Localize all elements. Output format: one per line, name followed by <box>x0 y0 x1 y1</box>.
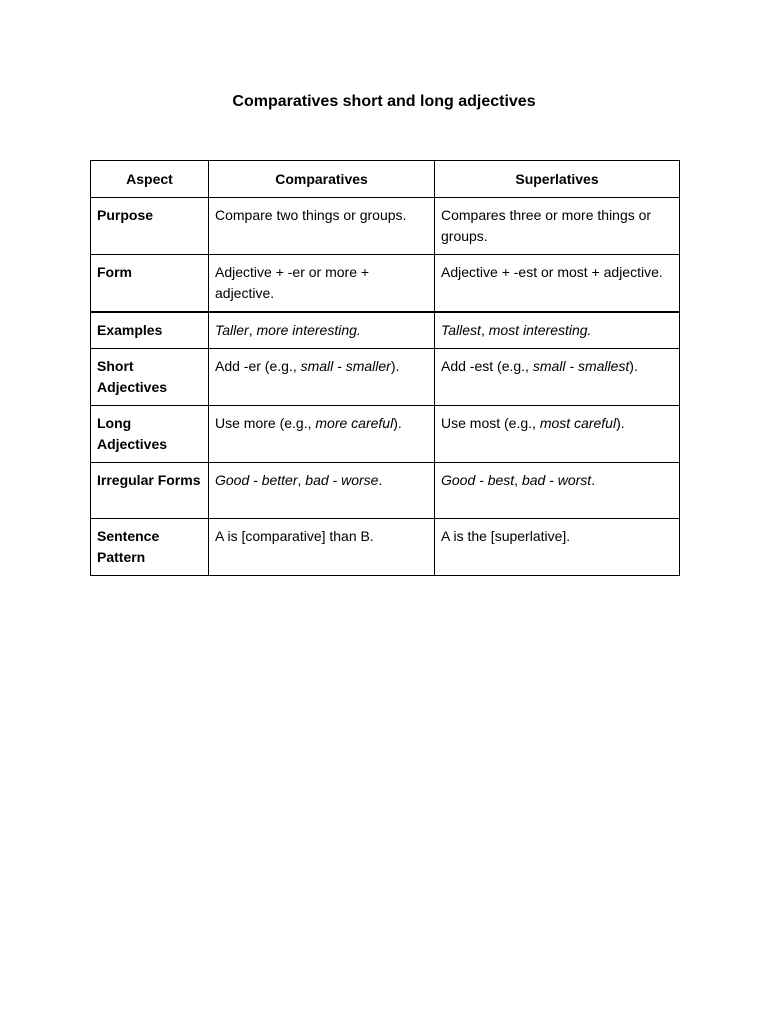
cell-text: more careful <box>315 415 394 431</box>
comparatives-cell <box>209 198 435 255</box>
header-comparatives: Comparatives <box>209 161 435 198</box>
table-row <box>91 406 680 463</box>
superlatives-cell <box>435 406 680 463</box>
aspect-cell: Long Adjectives <box>91 406 209 463</box>
table-header-row <box>91 161 680 198</box>
cell-text: bad - worse <box>305 472 379 488</box>
aspect-cell: Short Adjectives <box>91 349 209 406</box>
comparison-table <box>90 160 680 576</box>
cell-text: Use most (e.g., <box>441 415 540 431</box>
cell-text: small - smallest <box>532 358 630 374</box>
cell-text: Tallest <box>441 322 481 338</box>
aspect-cell: Form <box>91 255 209 313</box>
cell-text: Compares three or more things or groups. <box>441 207 652 244</box>
cell-text: Good - best <box>441 472 515 488</box>
comparatives-cell <box>209 312 435 349</box>
cell-text: Adjective + -er or more + adjective. <box>215 264 370 301</box>
table-row <box>91 463 680 519</box>
cell-text: , <box>248 322 257 338</box>
comparatives-cell <box>209 519 435 576</box>
cell-text: small - smaller <box>300 358 391 374</box>
table-row <box>91 312 680 349</box>
superlatives-cell <box>435 463 680 519</box>
aspect-cell: Purpose <box>91 198 209 255</box>
cell-text: Good - better <box>215 472 298 488</box>
table-body <box>91 198 680 576</box>
cell-text: . <box>378 472 383 488</box>
cell-text: ). <box>390 358 400 374</box>
header-aspect: Aspect <box>91 161 209 198</box>
table-row <box>91 349 680 406</box>
comparatives-cell <box>209 406 435 463</box>
cell-text: Use more (e.g., <box>215 415 316 431</box>
comparatives-cell <box>209 463 435 519</box>
cell-text: Adjective + -est or most + adjective. <box>441 264 663 280</box>
cell-text: A is [comparative] than B. <box>215 528 374 544</box>
cell-text: , <box>480 322 489 338</box>
cell-text: ). <box>616 415 625 431</box>
cell-text: Add -est (e.g., <box>441 358 533 374</box>
superlatives-cell <box>435 198 680 255</box>
cell-text: Add -er (e.g., <box>215 358 301 374</box>
cell-text: bad - worst <box>521 472 592 488</box>
superlatives-cell <box>435 312 680 349</box>
cell-text: ). <box>629 358 638 374</box>
cell-text: , <box>297 472 306 488</box>
cell-text: Compare two things or groups. <box>215 207 407 223</box>
table-row <box>91 519 680 576</box>
table-row <box>91 255 680 313</box>
cell-text: . <box>591 472 596 488</box>
aspect-cell: Irregular Forms <box>91 463 209 519</box>
comparatives-cell <box>209 255 435 313</box>
cell-text: Taller <box>215 322 249 338</box>
aspect-cell: Examples <box>91 312 209 349</box>
cell-text: , <box>514 472 522 488</box>
superlatives-cell <box>435 349 680 406</box>
cell-text: most careful <box>539 415 617 431</box>
superlatives-cell <box>435 519 680 576</box>
cell-text: A is the [superlative]. <box>441 528 571 544</box>
comparatives-cell <box>209 349 435 406</box>
superlatives-cell <box>435 255 680 313</box>
cell-text: most interesting. <box>488 322 592 338</box>
document-title: Comparatives short and long adjectives <box>232 93 536 110</box>
aspect-cell: Sentence Pattern <box>91 519 209 576</box>
table-row <box>91 198 680 255</box>
header-superlatives: Superlatives <box>435 161 680 198</box>
cell-text: more interesting. <box>256 322 361 338</box>
cell-text: ). <box>393 415 402 431</box>
